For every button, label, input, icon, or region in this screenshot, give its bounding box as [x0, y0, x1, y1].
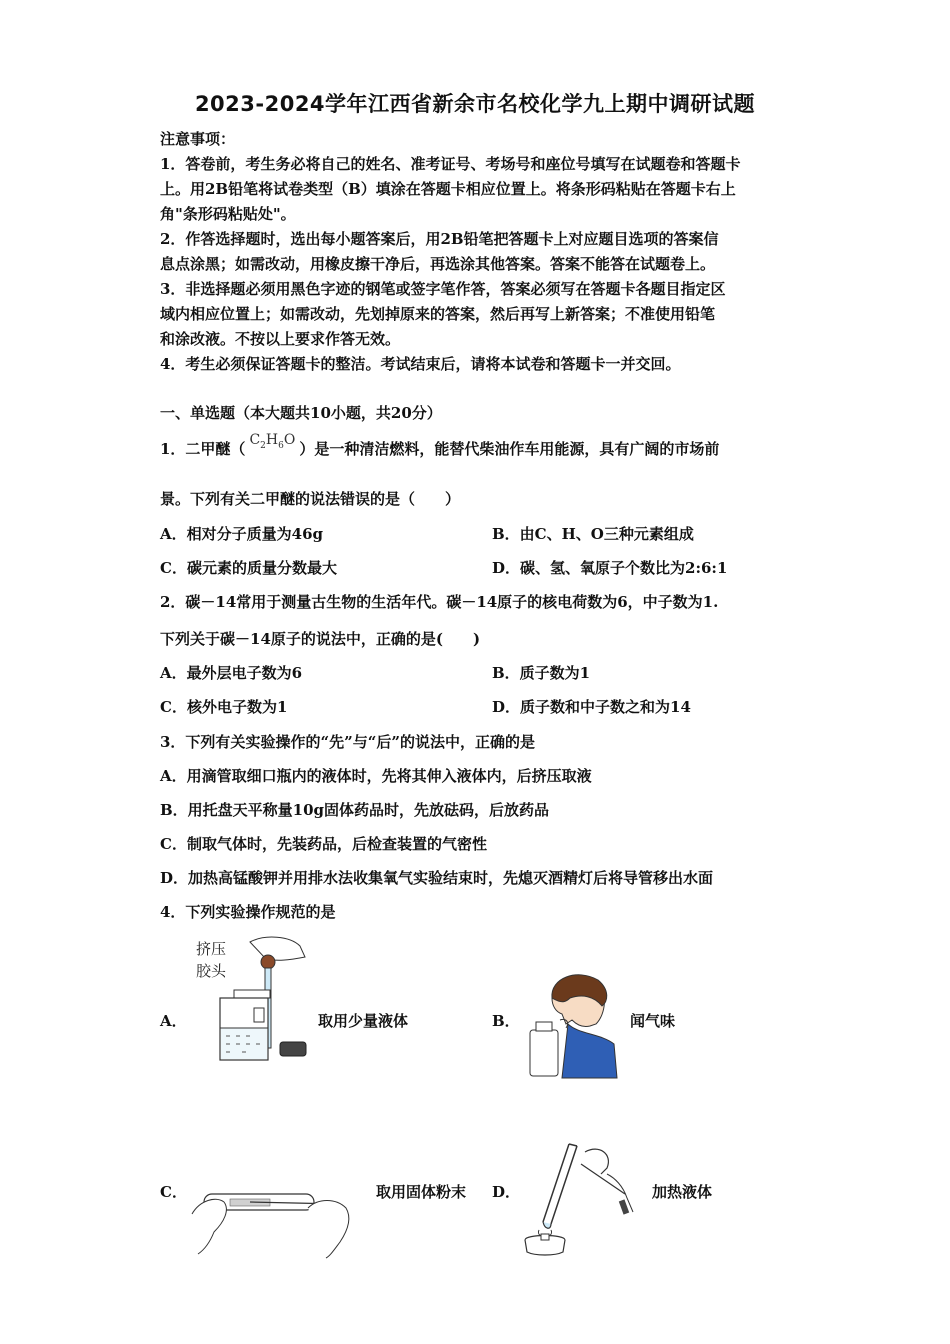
q4-option-c-label: 取用固体粉末 — [376, 1183, 467, 1201]
notice-line: 4．考生必须保证答题卡的整洁。考试结束后，请将本试卷和答题卡一并交回。 — [160, 355, 681, 373]
notice-line: 1．答卷前，考生务必将自己的姓名、准考证号、考场号和座位号填写在试题卷和答题卡 — [160, 155, 741, 173]
notice-line: 和涂改液。不按以上要求作答无效。 — [160, 330, 401, 348]
question-1-stem — [160, 432, 720, 461]
question-2-stem-line2: 下列关于碳－14原子的说法中，正确的是( ) — [160, 630, 481, 648]
smelling-illustration — [522, 968, 617, 1078]
q2-option-c: C．核外电子数为1 — [160, 698, 288, 716]
q3-option-a: A．用滴管取细口瓶内的液体时，先将其伸入液体内，后挤压取液 — [160, 767, 592, 785]
q3-option-d: D．加热高锰酸钾并用排水法收集氧气实验结束时，先熄灭酒精灯后将导管移出水面 — [160, 869, 714, 887]
q1-option-d: D．碳、氢、氧原子个数比为2:6:1 — [492, 559, 728, 577]
question-4-stem: 4．下列实验操作规范的是 — [160, 903, 336, 921]
notice-line: 域内相应位置上；如需改动，先划掉原来的答案，然后再写上新答案；不准使用铅笔 — [160, 305, 716, 323]
q4-option-a-letter: A． — [160, 1012, 187, 1030]
q3-option-b: B．用托盘天平称量10g固体药品时，先放砝码，后放药品 — [160, 801, 550, 819]
notice-heading: 注意事项： — [160, 130, 236, 148]
dropper-illustration — [190, 932, 320, 1067]
q1-suffix: ）是一种清洁燃料，能替代柴油作车用能源，具有广阔的市场前 — [299, 440, 720, 458]
question-1-stem-line2: 景。下列有关二甲醚的说法错误的是（ ） — [160, 490, 461, 508]
q2-option-a: A．最外层电子数为6 — [160, 664, 303, 682]
q2-option-b: B．质子数为1 — [492, 664, 591, 682]
q3-option-c: C．制取气体时，先装药品，后检查装置的气密性 — [160, 835, 487, 853]
notice-line: 角"条形码粘贴处"。 — [160, 205, 296, 223]
section-heading: 一、单选题（本大题共10小题，共20分） — [160, 404, 442, 422]
question-2-stem: 2．碳－14常用于测量古生物的生活年代。碳－14原子的核电荷数为6，中子数为1. — [160, 593, 719, 611]
notice-line: 3．非选择题必须用黑色字迹的钢笔或签字笔作答，答案必须写在答题卡各题目指定区 — [160, 280, 726, 298]
q4-option-c-letter: C． — [160, 1183, 187, 1201]
chemical-formula: $C_2H_6O$ — [249, 432, 296, 451]
q2-option-d: D．质子数和中子数之和为14 — [492, 698, 691, 716]
question-3-stem: 3．下列有关实验操作的“先”与“后”的说法中，正确的是 — [160, 733, 535, 751]
dropper-text-bulb: 胶头 — [196, 962, 227, 980]
page-title: 2023-2024学年江西省新余市名校化学九上期中调研试题 — [194, 92, 756, 116]
notice-line: 上。用2B铅笔将试卷类型（B）填涂在答题卡相应位置上。将条形码粘贴在答题卡右上 — [160, 180, 736, 198]
dropper-text-squeeze: 挤压 — [196, 940, 227, 958]
q4-option-b-letter: B． — [492, 1012, 520, 1030]
q1-option-c: C．碳元素的质量分数最大 — [160, 559, 337, 577]
q4-option-d-letter: D． — [492, 1183, 521, 1201]
heating-illustration — [515, 1134, 635, 1256]
q1-option-a: A．相对分子质量为46g — [160, 525, 324, 543]
q1-option-b: B．由C、H、O三种元素组成 — [492, 525, 694, 543]
q4-option-a-label: 取用少量液体 — [318, 1012, 409, 1030]
powder-illustration — [190, 1180, 360, 1260]
q4-option-b-label: 闻气味 — [630, 1012, 676, 1030]
notice-line: 息点涂黑；如需改动，用橡皮擦干净后，再选涂其他答案。答案不能答在试题卷上。 — [160, 255, 716, 273]
q4-option-d-label: 加热液体 — [652, 1183, 713, 1201]
notice-line: 2．作答选择题时，选出每小题答案后，用2B铅笔把答题卡上对应题目选项的答案信 — [160, 230, 719, 248]
q1-prefix: 1．二甲醚（ — [160, 440, 246, 458]
